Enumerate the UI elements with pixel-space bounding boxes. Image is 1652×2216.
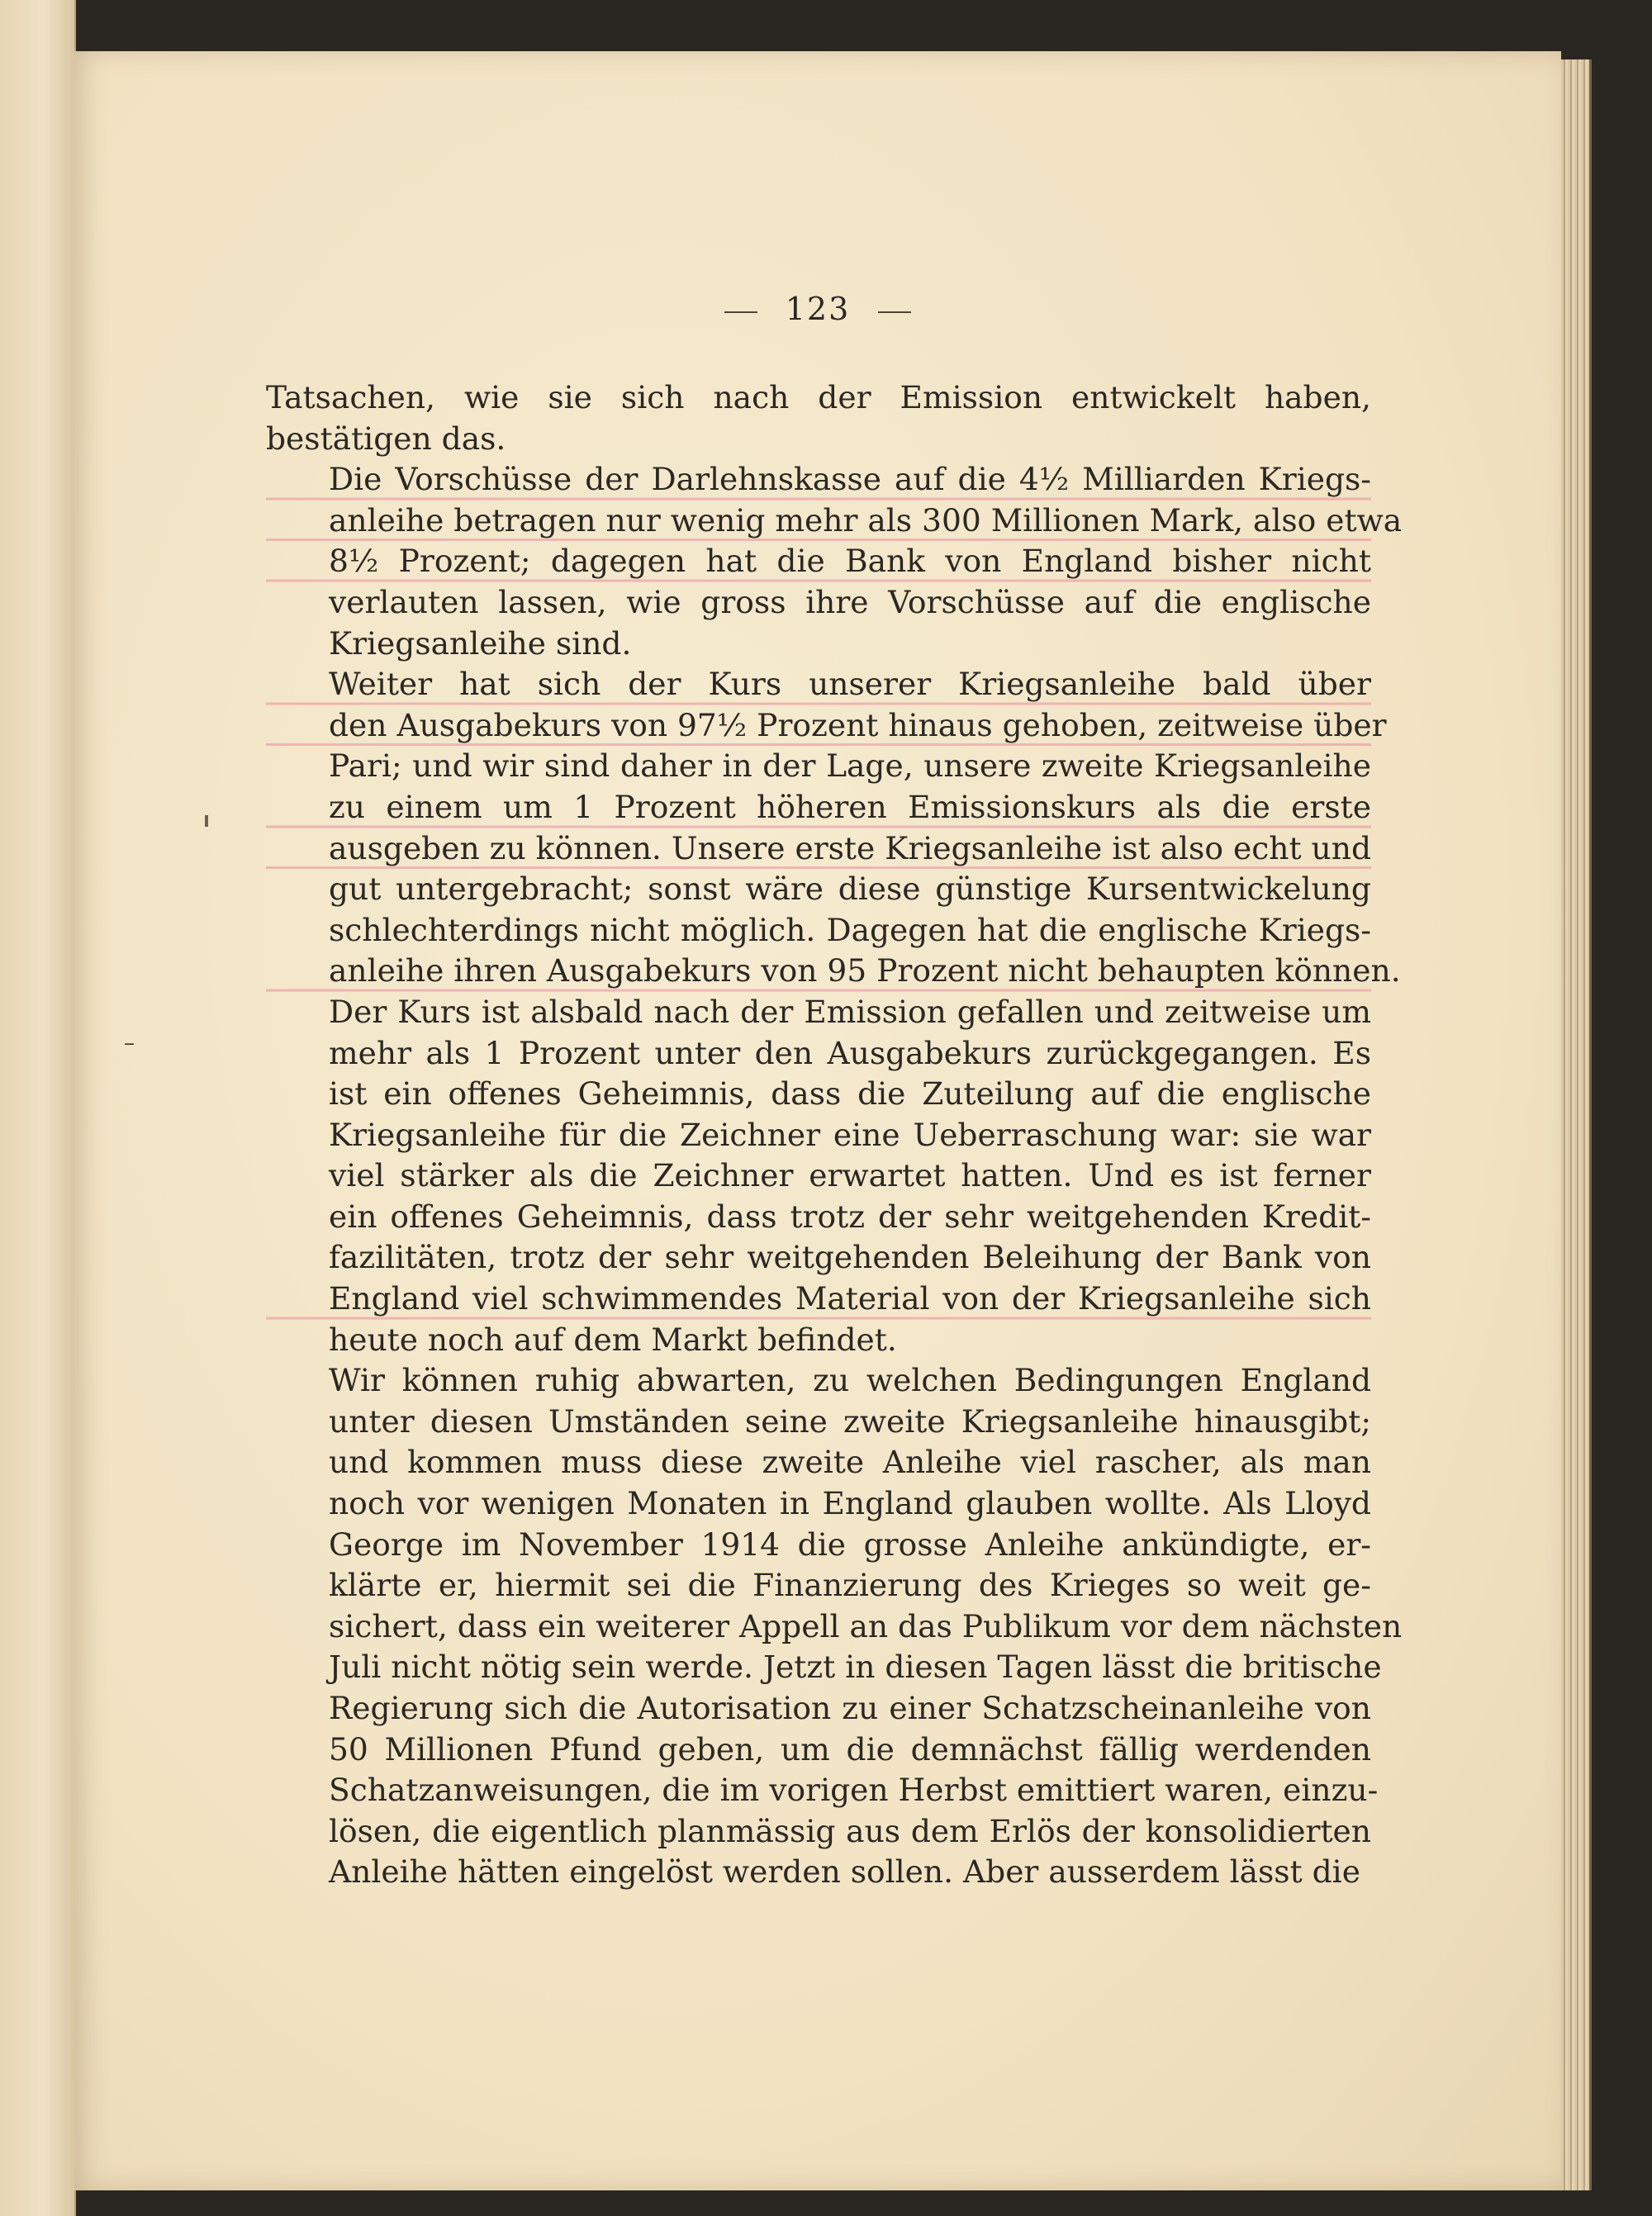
text-line: Kriegsanleihe für die Zeichner eine Ueberraschung war: sie war <box>329 1116 1371 1153</box>
text-line: schlechterdings nicht möglich. Dagegen hat die englische Kriegs- <box>329 911 1371 948</box>
text-line: anleihe betragen nur wenig mehr als 300 Millionen Mark, also etwa <box>266 501 1371 542</box>
text-line: England viel schwimmendes Material von der Kriegsanleihe sich <box>266 1279 1371 1320</box>
text-line: Tatsachen, wie sie sich nach der Emission entwickelt haben, <box>266 379 1371 415</box>
text-line: lösen, die eigentlich planmässig aus dem Erlös der konsolidierten <box>329 1812 1371 1849</box>
page-number-value: 123 <box>785 291 851 327</box>
page-stack-edge <box>1561 59 1592 2190</box>
text-line: ist ein offenes Geheimnis, dass die Zuteilung auf die englische <box>329 1075 1371 1113</box>
text-line: unter diesen Umständen seine zweite Kriegsanleihe hinausgibt; <box>329 1402 1371 1440</box>
text-line: Wir können ruhig abwarten, zu welchen Bedingungen England <box>329 1362 1371 1399</box>
text-line: verlauten lassen, wie gross ihre Vorschüsse auf die englische <box>329 583 1371 620</box>
text-line: George im November 1914 die grosse Anleihe ankündigte, er- <box>329 1526 1371 1563</box>
text-line: mehr als 1 Prozent unter den Ausgabekurs zurückgegangen. Es <box>329 1034 1371 1071</box>
text-line: Schatzanweisungen, die im vorigen Herbst emittiert waren, einzu- <box>329 1772 1379 1809</box>
text-line: gut untergebracht; sonst wäre diese günstige Kursentwickelung <box>329 871 1371 908</box>
paragraph <box>266 459 1403 664</box>
text-line: den Ausgabekurs von 97½ Prozent hinaus gehoben, zeitweise über <box>266 705 1371 747</box>
page-number <box>74 291 1561 327</box>
text-line: zu einem um 1 Prozent höheren Emissionskurs als die erste <box>266 787 1371 828</box>
text-line: Weiter hat sich der Kurs unserer Kriegsanleihe bald über <box>266 664 1371 705</box>
text-line: ausgeben zu können. Unsere erste Kriegsanleihe ist also echt und <box>266 828 1371 870</box>
text-line: klärte er, hiermit sei die Finanzierung des Krieges so weit ge- <box>329 1567 1371 1604</box>
text-line: Regierung sich die Autorisation zu einer Schatzscheinanleihe von <box>329 1690 1371 1726</box>
text-line: 8½ Prozent; dagegen hat die Bank von England bisher nicht <box>266 541 1371 582</box>
text-line: und kommen muss diese zweite Anleihe viel rascher, als man <box>329 1444 1371 1481</box>
text-line: fazilitäten, trotz der sehr weitgehenden Beleihung der Bank von <box>329 1239 1371 1276</box>
body-text <box>266 377 1403 1893</box>
page-number-dash-right <box>878 311 911 313</box>
text-line: viel stärker als die Zeichner erwartet hatten. Und es ist ferner <box>329 1157 1371 1194</box>
text-line: noch vor wenigen Monaten in England glauben wollte. Als Lloyd <box>329 1485 1371 1522</box>
page-number-dash-left <box>724 311 757 313</box>
margin-dot <box>205 815 208 827</box>
text-line: Pari; und wir sind daher in der Lage, unsere zweite Kriegsanleihe <box>329 747 1371 785</box>
facing-page-edge <box>0 0 76 2216</box>
text-line: Der Kurs ist alsbald nach der Emission gefallen und zeitweise um <box>329 993 1371 1030</box>
paragraph <box>266 1360 1403 1893</box>
text-line: Kriegsanleihe sind. <box>329 624 632 662</box>
text-line: Juli nicht nötig sein werde. Jetzt in diesen Tagen lässt die britische <box>329 1649 1382 1686</box>
text-line: Die Vorschüsse der Darlehnskasse auf die 4½ Milliarden Kriegs- <box>266 459 1371 501</box>
text-line: bestätigen das. <box>266 420 506 457</box>
text-line: ein offenes Geheimnis, dass trotz der sehr weitgehenden Kredit- <box>329 1198 1371 1235</box>
text-line: anleihe ihren Ausgabekurs von 95 Prozent nicht behaupten können. <box>266 951 1371 992</box>
text-line: 50 Millionen Pfund geben, um die demnächst fällig werdenden <box>329 1730 1371 1768</box>
text-line: heute noch auf dem Markt befindet. <box>329 1321 897 1358</box>
margin-mark: – <box>124 1031 135 1056</box>
paragraph <box>266 664 1401 1360</box>
text-line: Anleihe hätten eingelöst werden sollen. Aber ausserdem lässt die <box>329 1853 1360 1891</box>
paragraph <box>266 377 1371 459</box>
book-page <box>74 51 1561 2190</box>
text-line: sichert, dass ein weiterer Appell an das Publikum vor dem nächsten <box>329 1607 1403 1644</box>
